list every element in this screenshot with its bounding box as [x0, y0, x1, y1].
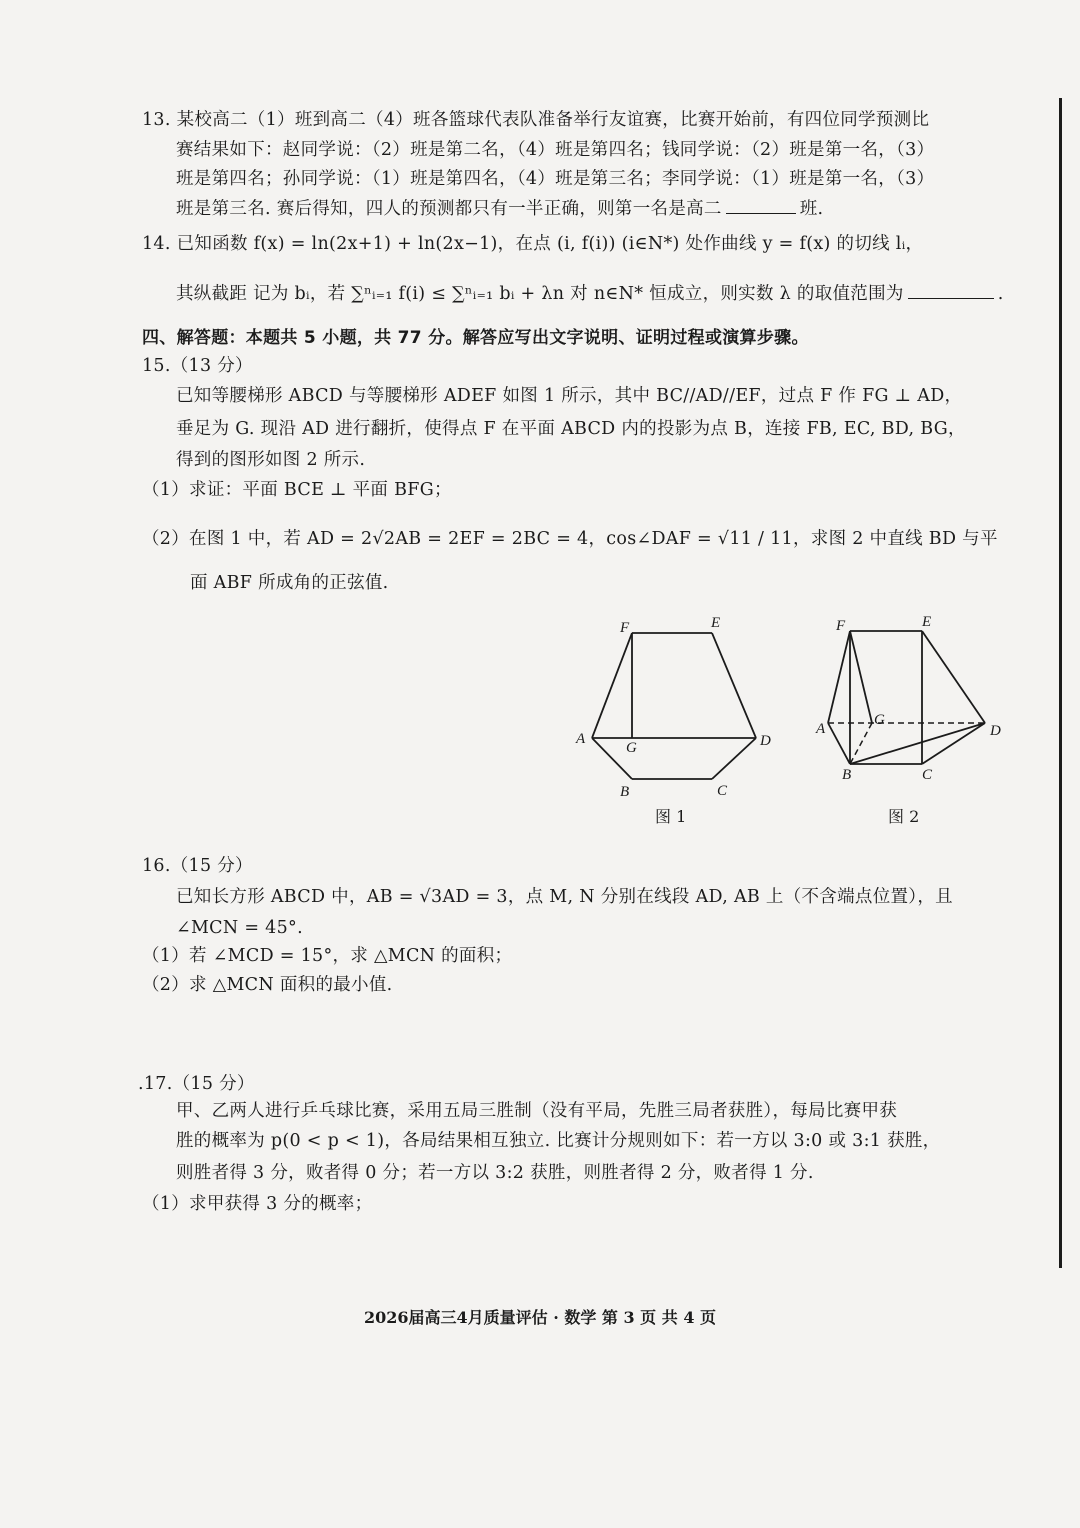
fig1-label-c: C [717, 783, 728, 799]
fig1-label-e: E [711, 615, 721, 631]
q13-line-4-end: 班. [799, 199, 824, 219]
fig2-label-d: D [990, 723, 1001, 739]
page-footer: 2026届高三4月质量评估 · 数学 第 3 页 共 4 页 [363, 1308, 717, 1327]
q14-answer-blank[interactable] [908, 282, 994, 299]
binding-rule [1059, 98, 1062, 1268]
fig2-label-g: G [874, 712, 885, 728]
q17-line-3: 则胜者得 3 分，败者得 0 分；若一方以 3:2 获胜，则胜者得 2 分，败者得 1 分. [176, 1163, 814, 1183]
q16-line-1: 已知长方形 ABCD 中，AB = √3AD = 3，点 M, N 分别在线段 AD, AB 上（不含端点位置），且 [176, 887, 953, 907]
figure-1-diagram [568, 612, 790, 808]
q14-line-2 [176, 282, 1004, 306]
fig2-label-c: C [922, 767, 933, 783]
q14-line-1: 14. 已知函数 f(x) = ln(2x+1) + ln(2x−1)，在点 (i, f(i)) (i∈N*) 处作曲线 y = f(x) 的切线 lᵢ， [142, 234, 924, 254]
q13-line-4 [176, 197, 823, 221]
fig1-label-a: A [576, 731, 586, 747]
q15-part-2-line-2: 面 ABF 所成角的正弦值. [190, 573, 389, 593]
fig1-label-b: B [620, 784, 630, 800]
q16-part-1: （1）若 ∠MCD = 15°，求 △MCN 的面积； [142, 946, 513, 966]
q17-part-1: （1）求甲获得 3 分的概率； [142, 1194, 373, 1214]
q16-heading: 16.（15 分） [142, 856, 253, 876]
q13-line-2: 赛结果如下：赵同学说：（2）班是第二名，（4）班是第四名；钱同学说：（2）班是第一名，（3） [176, 140, 935, 160]
q15-line-3: 得到的图形如图 2 所示. [176, 450, 366, 470]
q15-part-1: （1）求证：平面 BCE ⊥ 平面 BFG； [142, 480, 452, 500]
fig2-label-b: B [842, 767, 852, 783]
q13-line-1: 13. 某校高二（1）班到高二（4）班各篮球代表队准备举行友谊赛，比赛开始前，有四位同学预测比 [142, 110, 930, 130]
q16-part-2: （2）求 △MCN 面积的最小值. [142, 975, 393, 995]
q13-answer-blank[interactable] [726, 197, 796, 214]
q14-line-2-end: . [997, 284, 1004, 304]
section-4-heading: 四、解答题：本题共 5 小题，共 77 分。解答应写出文字说明、证明过程或演算步骤。 [142, 328, 809, 348]
q16-line-2: ∠MCN = 45°. [176, 918, 303, 938]
q17-heading: .17.（15 分） [138, 1074, 255, 1094]
q17-line-1: 甲、乙两人进行乒乓球比赛，采用五局三胜制（没有平局，先胜三局者获胜），每局比赛甲获 [176, 1101, 898, 1121]
figure-2-diagram [810, 612, 1010, 808]
fig2-label-f: F [836, 618, 846, 634]
q17-line-2: 胜的概率为 p(0 < p < 1)，各局结果相互独立. 比赛计分规则如下：若一方以 3:0 或 3:1 获胜， [176, 1131, 941, 1151]
q15-line-1: 已知等腰梯形 ABCD 与等腰梯形 ADEF 如图 1 所示，其中 BC//AD//EF，过点 F 作 FG ⊥ AD， [176, 386, 963, 406]
fig1-label-f: F [620, 620, 630, 636]
q15-heading: 15.（13 分） [142, 356, 253, 376]
q15-part-2-line-1: （2）在图 1 中，若 AD = 2√2AB = 2EF = 2BC = 4，cos∠DAF = √11 / 11，求图 2 中直线 BD 与平 [142, 529, 998, 549]
q14-line-2-text: 其纵截距 记为 bᵢ，若 ∑ⁿᵢ₌₁ f(i) ≤ ∑ⁿᵢ₌₁ bᵢ + λn 对 n∈N* 恒成立，则实数 λ 的取值范围为 [176, 284, 904, 304]
fig1-label-g: G [626, 740, 637, 756]
q13-line-4-text: 班是第三名. 赛后得知，四人的预测都只有一半正确，则第一名是高二 [176, 199, 722, 219]
q13-line-3: 班是第四名；孙同学说：（1）班是第四名，（4）班是第三名；李同学说：（1）班是第一名，（3） [176, 169, 935, 189]
figure-1-caption: 图 1 [655, 807, 687, 826]
q15-line-2: 垂足为 G. 现沿 AD 进行翻折，使得点 F 在平面 ABCD 内的投影为点 B，连接 FB, EC, BD, BG， [176, 419, 966, 439]
fig2-label-e: E [922, 614, 932, 630]
figure-2-caption: 图 2 [888, 807, 920, 826]
fig2-label-a: A [816, 721, 826, 737]
fig1-label-d: D [760, 733, 771, 749]
